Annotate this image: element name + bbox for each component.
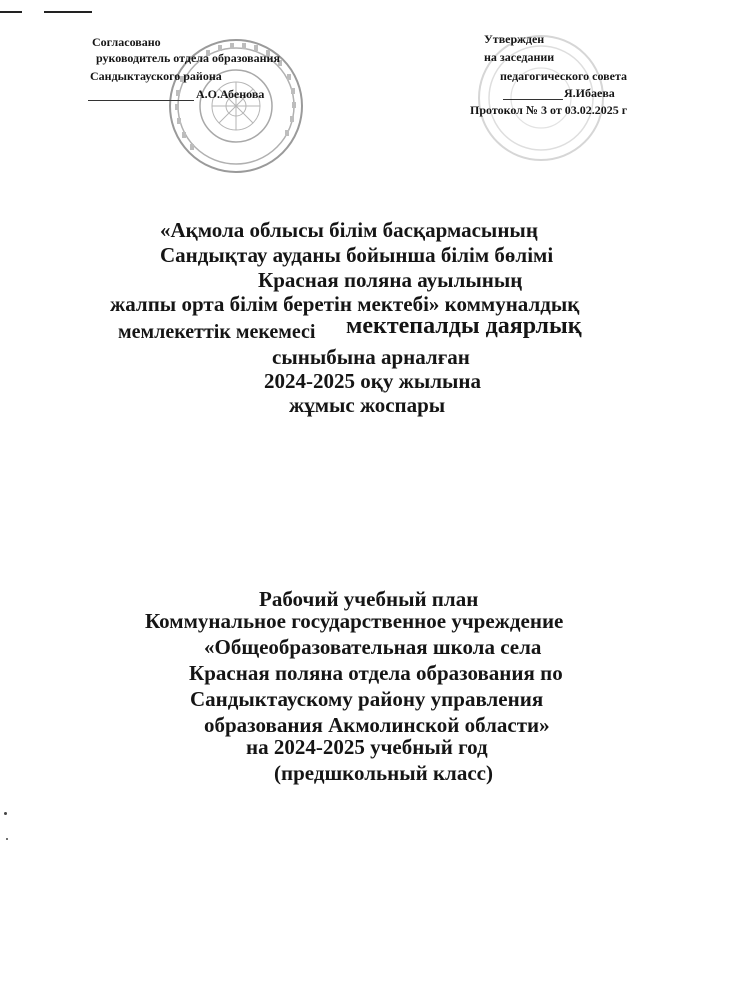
title-ru-line: (предшкольный класс) (274, 761, 493, 785)
title-kz-line: «Ақмола облысы білім басқармасының (160, 218, 538, 242)
approval-agreed-label: Согласовано (92, 35, 161, 49)
title-kz-line: Красная поляна ауылының (258, 268, 523, 292)
title-ru-line: на 2024-2025 учебный год (246, 735, 488, 759)
title-ru-line: образования Акмолинской области» (204, 713, 550, 737)
approval-approved-label: Утвержден (484, 32, 545, 46)
scan-speck (4, 812, 7, 815)
title-kz-grade: мектепалды даярлық (346, 313, 582, 339)
scan-mark (44, 11, 92, 13)
approval-left-district: Сандыктауского района (90, 69, 222, 83)
protocol-number: Протокол № 3 от 03.02.2025 г (470, 103, 628, 117)
scan-mark (0, 11, 22, 13)
title-kz-line: жұмыс жоспары (289, 393, 446, 417)
scan-speck (6, 838, 8, 840)
title-ru-heading: Рабочий учебный план (259, 587, 479, 611)
approval-right-name: Я.Ибаева (564, 86, 615, 100)
approval-right-council: педагогического совета (500, 69, 628, 83)
signature-line-left (88, 100, 194, 101)
title-ru-line: Сандыктаускому району управления (190, 687, 544, 711)
approval-left-position: руководитель отдела образования (96, 51, 280, 65)
title-kz-line: мемлекеттік мекемесі (118, 321, 316, 343)
approval-right-meeting: на заседании (484, 50, 555, 64)
title-kz-line: жалпы орта білім беретін мектебі» коммуналдық (110, 292, 580, 316)
title-ru-line: Коммунальное государственное учреждение (145, 609, 564, 633)
title-kz-line: Сандықтау ауданы бойынша білім бөлімі (160, 243, 554, 267)
title-ru-line: «Общеобразовательная школа села (204, 635, 542, 659)
signature-line-right (503, 99, 563, 100)
approval-left-name: А.О.Абенова (196, 87, 265, 101)
title-kz-line: сыныбына арналған (272, 345, 470, 369)
title-kz-line: 2024-2025 оқу жылына (264, 369, 481, 393)
title-ru-line: Красная поляна отдела образования по (189, 661, 563, 685)
